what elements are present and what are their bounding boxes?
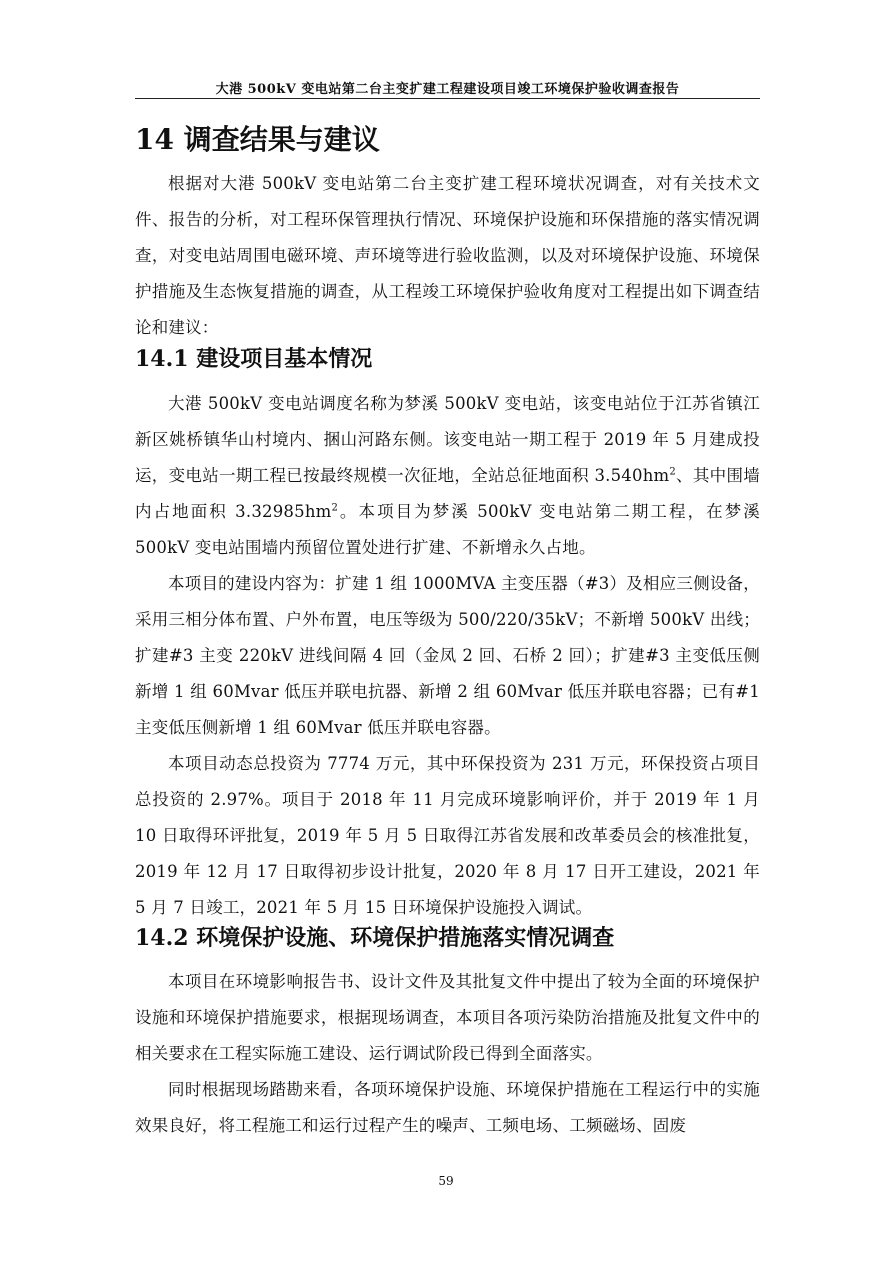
investment-timeline-paragraph: 本项目动态总投资为 7774 万元，其中环保投资为 231 万元，环保投资占项目总投资的 2.97%。项目于 2018 年 11 月完成环境影响评价，并于 2019 年 1 月 10 日取得环评批复，2019 年 5 月 5 日取得江苏省发展和改革委员会的核准批复，2019 年 12 月 17 日取得初步设计批复，2020 年 8 月 17 日开工建设，2021 年 5 月 7 日竣工，2021 年 5 月 15 日环境保护设施投入调试。	[135, 754, 760, 917]
field-survey-paragraph: 同时根据现场踏勘来看，各项环境保护设施、环境保护措施在工程运行中的实施效果良好，将工程施工和运行过程产生的噪声、工频电场、工频磁场、固废	[135, 1080, 760, 1135]
text-run: 。本项目为梦溪 500kV 变电站第二期工程，在梦溪 500kV 变电站围墙内预留位置处进行扩建、不新增永久占地。	[135, 502, 760, 557]
measures-paragraph: 本项目在环境影响报告书、设计文件及其批复文件中提出了较为全面的环境保护设施和环境保护措施要求，根据现场调查，本项目各项污染防治措施及批复文件中的相关要求在工程实际施工建设、运行调试阶段已得到全面落实。	[135, 972, 760, 1063]
section-intro-paragraph: 根据对大港 500kV 变电站第二台主变扩建工程环境状况调查，对有关技术文件、报告的分析，对工程环保管理执行情况、环境保护设施和环保措施的落实情况调查，对变电站周围电磁环境、声环境等进行验收监测，以及对环境保护设施、环境保护措施及生态恢复措施的调查，从工程竣工环境保护验收角度对工程提出如下调查结论和建议：	[135, 174, 760, 337]
subsection-title-14-2: 14.2 环境保护设施、环境保护措施落实情况调查	[135, 925, 615, 951]
section-title: 14 调查结果与建议	[135, 123, 380, 156]
running-header: 大港 500kV 变电站第二台主变扩建工程建设项目竣工环境保护验收调查报告	[215, 82, 680, 97]
superscript: 2	[669, 466, 676, 478]
construction-content-paragraph: 本项目的建设内容为：扩建 1 组 1000MVA 主变压器（#3）及相应三侧设备，采用三相分体布置、户外布置，电压等级为 500/220/35kV；不新增 500kV 出线；扩建#3 主变 220kV 进线间隔 4 回（金凤 2 回、石桥 2 回）；扩建#3 主变低压侧新增 1 组 60Mvar 低压并联电抗器、新增 2 组 60Mvar 低压并联电容器；已有#1 主变低压侧新增 1 组 60Mvar 低压并联电容器。	[135, 574, 760, 737]
text-run: 大港 500kV 变电站调度名称为梦溪 500kV 变电站，该变电站位于江苏省镇江新区姚桥镇华山村境内、捆山河路东侧。该变电站一期工程于 2019 年 5 月建成投运，变电站一期工程已按最终规模一次征地，全站总征地面积 3.540hm	[135, 394, 760, 485]
subsection-title-14-1: 14.1 建设项目基本情况	[135, 346, 373, 372]
project-location-paragraph	[135, 386, 760, 566]
header-divider	[135, 98, 760, 99]
page-number: 59	[438, 1174, 454, 1188]
superscript: 2	[331, 502, 339, 514]
text-run: 、其中围墙内占地面积 3.32985hm	[135, 466, 760, 521]
